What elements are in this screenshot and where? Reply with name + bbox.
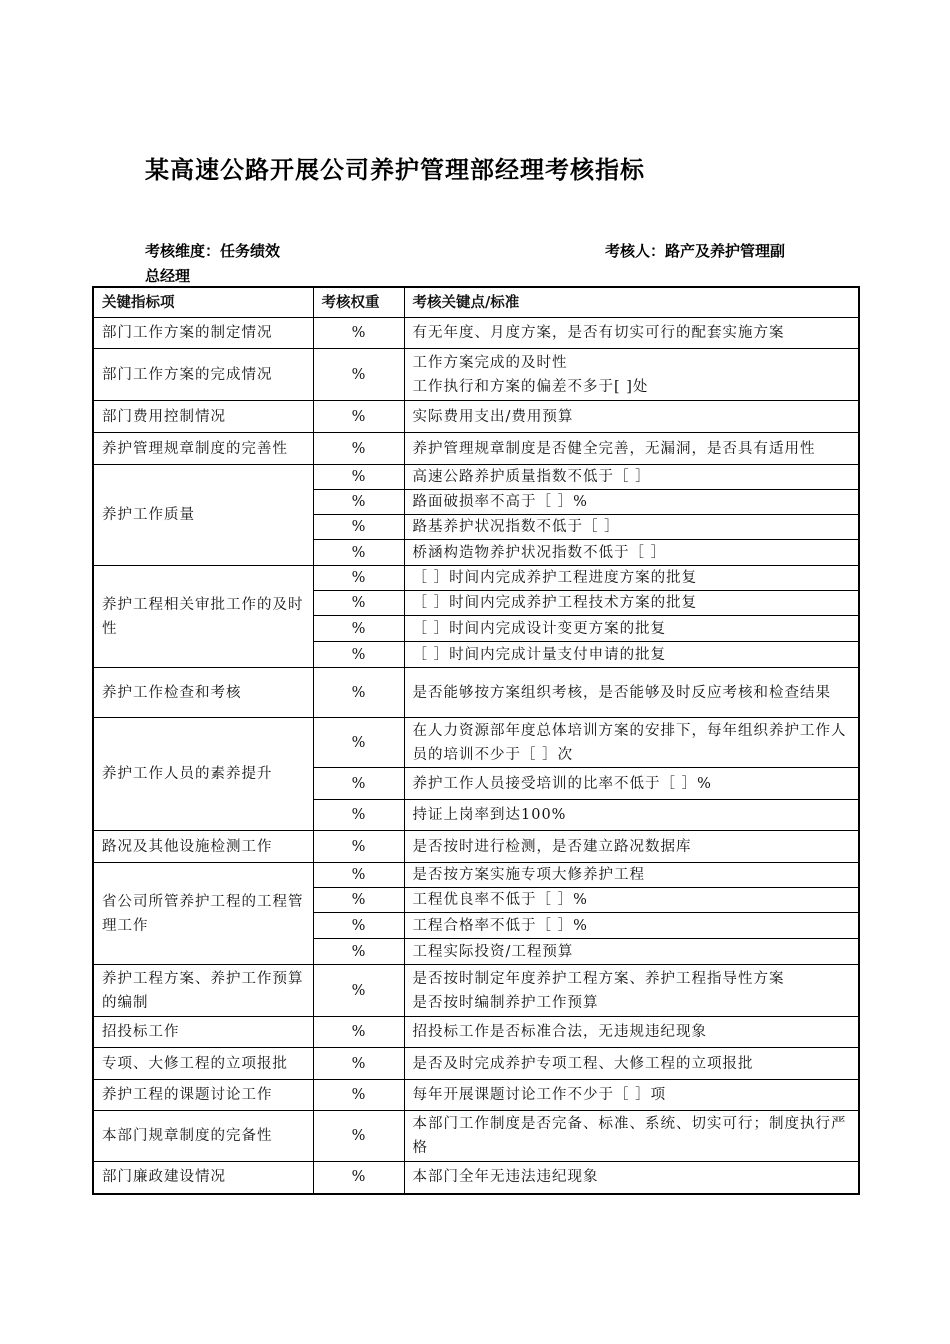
criteria-cell <box>404 668 859 718</box>
criteria-line: 路基养护状况指数不低于［ ］ <box>412 519 620 535</box>
table-row <box>93 1017 859 1048</box>
criteria-line: 工作方案完成的及时性 <box>412 354 568 371</box>
kpi-item-cell: 养护工程方案、养护工作预算的编制 <box>93 965 313 1017</box>
criteria-line: 工程合格率不低于［ ］% <box>412 917 588 934</box>
criteria-line: 本部门工作制度是否完备、标准、系统、切实可行；制度执行严格 <box>412 1116 847 1156</box>
weight-cell: % <box>313 863 404 888</box>
criteria-cell <box>404 718 859 768</box>
table-row <box>93 965 859 1017</box>
criteria-cell <box>404 515 859 540</box>
table-row <box>93 566 859 591</box>
weight-cell: % <box>313 1162 404 1194</box>
weight-cell: % <box>313 913 404 939</box>
criteria-line: 本部门全年无违法违纪现象 <box>412 1169 599 1186</box>
criteria-cell <box>404 642 859 668</box>
table-row <box>93 831 859 863</box>
assessment-dimension: 考核维度：任务绩效 <box>145 242 281 260</box>
kpi-item-cell: 部门费用控制情况 <box>93 401 313 433</box>
criteria-line: 养护管理规章制度是否健全完善，无漏洞，是否具有适用性 <box>412 440 816 457</box>
criteria-line: ［ ］时间内完成计量支付申请的批复 <box>412 646 667 663</box>
weight-cell: % <box>313 965 404 1017</box>
criteria-cell <box>404 965 859 1017</box>
criteria-cell <box>404 1111 859 1162</box>
table-body <box>93 318 859 1194</box>
criteria-cell <box>404 1048 859 1080</box>
criteria-line: 在人力资源部年度总体培训方案的安排下，每年组织养护工作人员的培训不少于［ ］次 <box>412 722 847 763</box>
criteria-line: 是否按方案实施专项大修养护工程 <box>412 867 645 883</box>
criteria-cell <box>404 939 859 965</box>
weight-cell: % <box>313 1111 404 1162</box>
kpi-item-cell: 养护工作质量 <box>93 465 313 566</box>
criteria-cell <box>404 768 859 800</box>
table-row <box>93 668 859 718</box>
criteria-cell <box>404 616 859 642</box>
assessor: 考核人：路产及养护管理副 <box>605 242 786 260</box>
criteria-cell <box>404 540 859 566</box>
criteria-cell <box>404 566 859 591</box>
weight-cell: % <box>313 401 404 433</box>
criteria-line: 每年开展课题讨论工作不少于［ ］项 <box>412 1087 667 1103</box>
weight-cell: % <box>313 888 404 913</box>
weight-cell: % <box>313 668 404 718</box>
kpi-item-cell: 养护管理规章制度的完善性 <box>93 433 313 465</box>
criteria-cell <box>404 401 859 433</box>
header-kpi-item: 关键指标项 <box>93 287 313 318</box>
table-row <box>93 465 859 490</box>
criteria-cell <box>404 1017 859 1048</box>
criteria-line: 是否能够按方案组织考核，是否能够及时反应考核和检查结果 <box>412 684 831 701</box>
criteria-cell <box>404 888 859 913</box>
kpi-item-cell: 部门工作方案的制定情况 <box>93 318 313 349</box>
header-criteria: 考核关键点/标准 <box>404 287 859 318</box>
criteria-line: 工程实际投资/工程预算 <box>412 943 574 960</box>
criteria-cell <box>404 863 859 888</box>
weight-cell: % <box>313 616 404 642</box>
kpi-item-cell: 养护工程相关审批工作的及时性 <box>93 566 313 668</box>
weight-cell: % <box>313 349 404 401</box>
weight-cell: % <box>313 831 404 863</box>
criteria-cell <box>404 433 859 465</box>
weight-cell: % <box>313 433 404 465</box>
table-row <box>93 1048 859 1080</box>
weight-cell: % <box>313 768 404 800</box>
table-row <box>93 1162 859 1194</box>
criteria-line: 是否按时制定年度养护工程方案、养护工程指导性方案 <box>412 970 785 987</box>
criteria-cell <box>404 465 859 490</box>
table-row <box>93 863 859 888</box>
criteria-cell <box>404 913 859 939</box>
table-row <box>93 401 859 433</box>
criteria-cell <box>404 1080 859 1111</box>
criteria-line: 路面破损率不高于［ ］% <box>412 494 588 510</box>
weight-cell: % <box>313 540 404 566</box>
criteria-line: 持证上岗率到达100% <box>412 807 567 823</box>
table-row <box>93 718 859 768</box>
weight-cell: % <box>313 939 404 965</box>
criteria-line: ［ ］时间内完成养护工程技术方案的批复 <box>412 595 698 611</box>
criteria-cell <box>404 800 859 831</box>
kpi-item-cell: 路况及其他设施检测工作 <box>93 831 313 863</box>
criteria-cell <box>404 831 859 863</box>
criteria-cell <box>404 349 859 401</box>
kpi-item-cell: 养护工程的课题讨论工作 <box>93 1080 313 1111</box>
weight-cell: % <box>313 490 404 515</box>
weight-cell: % <box>313 718 404 768</box>
criteria-cell <box>404 490 859 515</box>
kpi-item-cell: 养护工作检查和考核 <box>93 668 313 718</box>
table-row <box>93 349 859 401</box>
kpi-item-cell: 养护工作人员的素养提升 <box>93 718 313 831</box>
weight-cell: % <box>313 642 404 668</box>
weight-cell: % <box>313 566 404 591</box>
table-header-row <box>93 287 859 318</box>
table-row <box>93 1080 859 1111</box>
page-title: 某高速公路开展公司养护管理部经理考核指标 <box>145 155 645 184</box>
criteria-cell <box>404 1162 859 1194</box>
criteria-line: 高速公路养护质量指数不低于［ ］ <box>412 469 651 485</box>
weight-cell: % <box>313 1017 404 1048</box>
kpi-item-cell: 专项、大修工程的立项报批 <box>93 1048 313 1080</box>
assessor-continued: 总经理 <box>145 267 191 285</box>
criteria-line: ［ ］时间内完成设计变更方案的批复 <box>412 620 667 637</box>
kpi-item-cell: 本部门规章制度的完备性 <box>93 1111 313 1162</box>
criteria-line: 是否及时完成养护专项工程、大修工程的立项报批 <box>412 1055 754 1072</box>
weight-cell: % <box>313 800 404 831</box>
table-row <box>93 318 859 349</box>
weight-cell: % <box>313 1048 404 1080</box>
criteria-line: 有无年度、月度方案，是否有切实可行的配套实施方案 <box>412 325 785 341</box>
criteria-line: 实际费用支出/费用预算 <box>412 408 574 425</box>
criteria-line: 工程优良率不低于［ ］% <box>412 892 588 908</box>
criteria-line: ［ ］时间内完成养护工程进度方案的批复 <box>412 570 698 586</box>
criteria-line: 是否按时进行检测，是否建立路况数据库 <box>412 838 692 855</box>
criteria-line: 是否按时编制养护工作预算 <box>412 994 599 1011</box>
kpi-table <box>92 286 860 1195</box>
kpi-item-cell: 部门工作方案的完成情况 <box>93 349 313 401</box>
weight-cell: % <box>313 465 404 490</box>
kpi-item-cell: 招投标工作 <box>93 1017 313 1048</box>
header-weight: 考核权重 <box>313 287 404 318</box>
weight-cell: % <box>313 318 404 349</box>
criteria-line: 工作执行和方案的偏差不多于[ ]处 <box>412 378 649 395</box>
weight-cell: % <box>313 515 404 540</box>
criteria-line: 桥涵构造物养护状况指数不低于［ ］ <box>412 544 667 561</box>
weight-cell: % <box>313 591 404 616</box>
criteria-line: 养护工作人员接受培训的比率不低于［ ］% <box>412 775 712 792</box>
criteria-line: 招投标工作是否标准合法，无违规违纪现象 <box>412 1024 707 1040</box>
weight-cell: % <box>313 1080 404 1111</box>
table-row <box>93 1111 859 1162</box>
criteria-cell <box>404 591 859 616</box>
criteria-cell <box>404 318 859 349</box>
kpi-item-cell: 省公司所管养护工程的工程管理工作 <box>93 863 313 965</box>
table-row <box>93 433 859 465</box>
kpi-item-cell: 部门廉政建设情况 <box>93 1162 313 1194</box>
